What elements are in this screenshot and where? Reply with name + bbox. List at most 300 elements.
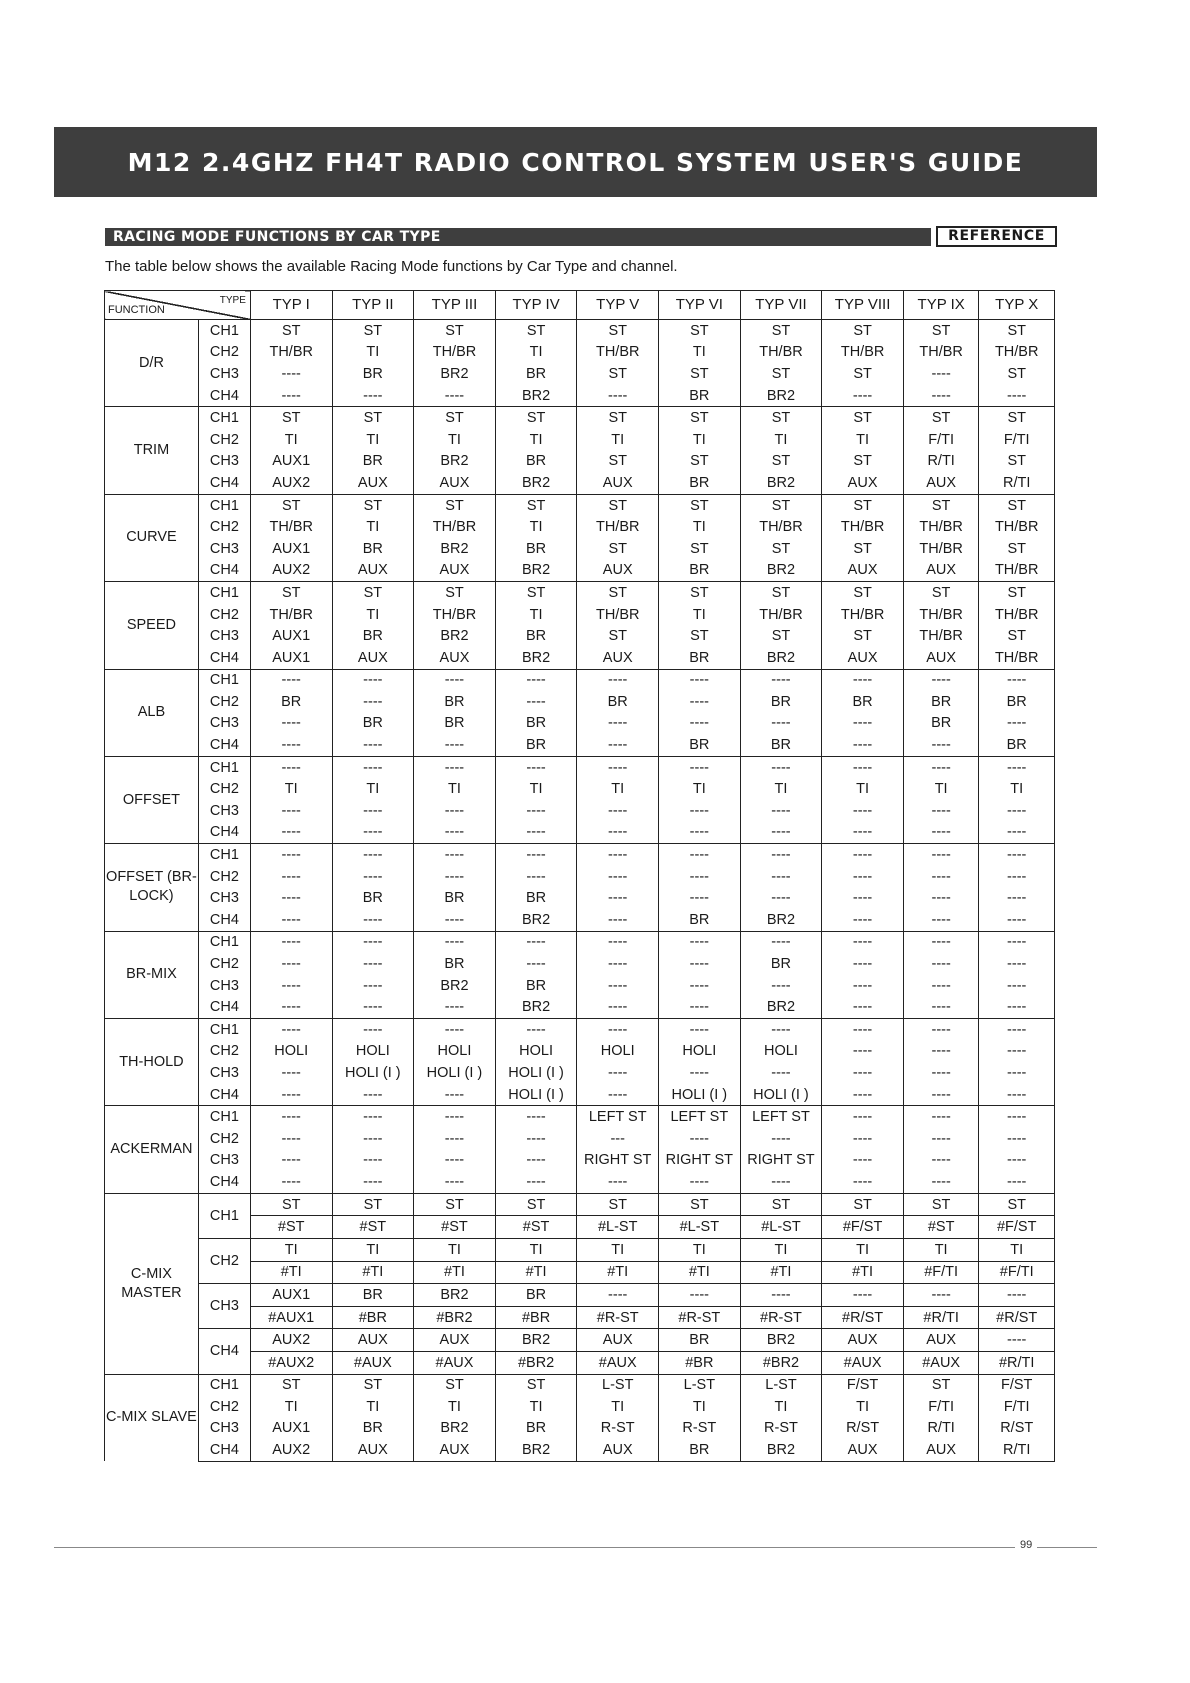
table-cell: #R-ST bbox=[659, 1306, 741, 1329]
table-cell: ST bbox=[332, 407, 414, 429]
function-label: SPEED bbox=[105, 582, 199, 669]
table-cell: ---- bbox=[577, 800, 659, 822]
intro-text: The table below shows the available Racing Mode functions by Car Type and channel. bbox=[105, 258, 678, 275]
function-label: TH-HOLD bbox=[105, 1019, 199, 1106]
table-cell: BR bbox=[495, 1284, 577, 1307]
table-cell: BR bbox=[659, 734, 741, 756]
table-cell: ---- bbox=[822, 822, 904, 844]
table-cell: ---- bbox=[332, 909, 414, 931]
table-cell: ST bbox=[250, 1374, 332, 1396]
table-cell: HOLI bbox=[332, 1041, 414, 1063]
table-cell: ST bbox=[659, 494, 741, 516]
table-cell: BR bbox=[332, 1418, 414, 1440]
table-cell: #BR bbox=[332, 1306, 414, 1329]
table-cell: ---- bbox=[250, 931, 332, 953]
table-row bbox=[105, 887, 1055, 909]
table-cell: ST bbox=[250, 1193, 332, 1216]
table-cell: ---- bbox=[577, 822, 659, 844]
table-cell: BR bbox=[659, 1439, 741, 1461]
table-cell: ST bbox=[979, 451, 1055, 473]
table-cell: TI bbox=[495, 778, 577, 800]
table-cell: R/TI bbox=[979, 1439, 1055, 1461]
section-title-bar bbox=[105, 228, 931, 246]
table-cell: ST bbox=[659, 320, 741, 342]
table-cell: AUX1 bbox=[250, 1284, 332, 1307]
table-cell: ST bbox=[822, 1193, 904, 1216]
table-row bbox=[105, 1084, 1055, 1106]
table-cell: #L-ST bbox=[577, 1216, 659, 1239]
table-cell: TI bbox=[822, 778, 904, 800]
table-cell: ---- bbox=[495, 1106, 577, 1128]
table-cell: ---- bbox=[659, 844, 741, 866]
table-cell: ST bbox=[495, 494, 577, 516]
table-cell: ST bbox=[822, 320, 904, 342]
table-cell: ---- bbox=[250, 756, 332, 778]
table-cell: AUX bbox=[332, 1439, 414, 1461]
table-cell: LEFT ST bbox=[659, 1106, 741, 1128]
table-cell: ---- bbox=[903, 669, 979, 691]
channel-label: CH3 bbox=[198, 1418, 250, 1440]
corner-type-label: TYPE bbox=[219, 295, 246, 306]
column-header: TYP I bbox=[250, 291, 332, 320]
channel-label: CH3 bbox=[198, 800, 250, 822]
table-cell: ---- bbox=[979, 1284, 1055, 1307]
table-cell: ST bbox=[414, 1193, 496, 1216]
table-cell: AUX2 bbox=[250, 560, 332, 582]
table-cell: #F/ST bbox=[979, 1216, 1055, 1239]
table-cell: AUX bbox=[822, 1329, 904, 1352]
table-cell: ---- bbox=[903, 1041, 979, 1063]
table-cell: #TI bbox=[659, 1261, 741, 1284]
table-cell: BR2 bbox=[740, 647, 822, 669]
table-cell: ---- bbox=[332, 866, 414, 888]
table-cell: ST bbox=[495, 320, 577, 342]
table-row bbox=[105, 407, 1055, 429]
table-cell: TI bbox=[659, 604, 741, 626]
table-cell: TI bbox=[740, 778, 822, 800]
table-cell: BR bbox=[740, 953, 822, 975]
channel-label: CH4 bbox=[198, 1084, 250, 1106]
table-cell: AUX bbox=[577, 1439, 659, 1461]
table-cell: ---- bbox=[903, 1106, 979, 1128]
table-cell: ---- bbox=[822, 909, 904, 931]
column-header: TYP V bbox=[577, 291, 659, 320]
table-row bbox=[105, 866, 1055, 888]
table-cell: ---- bbox=[979, 669, 1055, 691]
table-cell: ---- bbox=[250, 669, 332, 691]
table-cell: ---- bbox=[332, 931, 414, 953]
table-cell: TI bbox=[822, 1396, 904, 1418]
table-cell: HOLI bbox=[659, 1041, 741, 1063]
table-cell: ---- bbox=[577, 931, 659, 953]
table-cell: TI bbox=[979, 778, 1055, 800]
table-cell: ---- bbox=[659, 953, 741, 975]
table-cell: BR bbox=[332, 363, 414, 385]
table-cell: BR bbox=[979, 734, 1055, 756]
table-cell: ---- bbox=[495, 669, 577, 691]
table-cell: ---- bbox=[332, 734, 414, 756]
table-cell: ---- bbox=[332, 756, 414, 778]
table-cell: ---- bbox=[577, 996, 659, 1018]
table-cell: TI bbox=[740, 1396, 822, 1418]
table-cell: ---- bbox=[903, 385, 979, 407]
table-row bbox=[105, 1041, 1055, 1063]
channel-label: CH2 bbox=[198, 604, 250, 626]
function-label: OFFSET (BR-LOCK) bbox=[105, 844, 199, 931]
table-cell: ---- bbox=[332, 953, 414, 975]
table-cell: #R-ST bbox=[740, 1306, 822, 1329]
table-cell: #TI bbox=[740, 1261, 822, 1284]
table-cell: TI bbox=[903, 1238, 979, 1261]
table-row bbox=[105, 560, 1055, 582]
function-label: C-MIX MASTER bbox=[105, 1193, 199, 1374]
table-cell: ---- bbox=[822, 887, 904, 909]
table-cell: BR bbox=[659, 647, 741, 669]
table-row bbox=[105, 1106, 1055, 1128]
table-cell: BR2 bbox=[740, 1329, 822, 1352]
channel-label: CH4 bbox=[198, 385, 250, 407]
table-cell: BR bbox=[822, 691, 904, 713]
table-cell: ST bbox=[979, 1193, 1055, 1216]
function-label: BR-MIX bbox=[105, 931, 199, 1018]
table-cell: ---- bbox=[903, 734, 979, 756]
table-cell: TH/BR bbox=[414, 342, 496, 364]
channel-label: CH1 bbox=[198, 844, 250, 866]
table-cell: #ST bbox=[332, 1216, 414, 1239]
table-cell: ---- bbox=[822, 1128, 904, 1150]
table-cell: ---- bbox=[822, 996, 904, 1018]
table-cell: BR bbox=[659, 909, 741, 931]
table-cell: ---- bbox=[659, 931, 741, 953]
table-cell: ---- bbox=[659, 1062, 741, 1084]
table-cell: ---- bbox=[495, 822, 577, 844]
channel-label: CH1 bbox=[198, 1106, 250, 1128]
table-cell: #F/TI bbox=[979, 1261, 1055, 1284]
table-cell: #R/TI bbox=[979, 1351, 1055, 1374]
table-cell: --- bbox=[577, 1128, 659, 1150]
table-row bbox=[105, 1128, 1055, 1150]
page-number: 99 bbox=[1015, 1539, 1037, 1551]
table-cell: ---- bbox=[659, 1171, 741, 1193]
table-cell: ST bbox=[979, 582, 1055, 604]
table-cell: R-ST bbox=[659, 1418, 741, 1440]
table-cell: TI bbox=[332, 429, 414, 451]
table-cell: TH/BR bbox=[250, 342, 332, 364]
table-cell: ---- bbox=[979, 866, 1055, 888]
table-cell: #L-ST bbox=[659, 1216, 741, 1239]
table-cell: ---- bbox=[414, 822, 496, 844]
table-cell: ST bbox=[903, 494, 979, 516]
table-cell: ---- bbox=[577, 669, 659, 691]
table-row bbox=[105, 1329, 1055, 1352]
table-cell: ---- bbox=[250, 713, 332, 735]
table-row bbox=[105, 1418, 1055, 1440]
table-cell: LEFT ST bbox=[577, 1106, 659, 1128]
table-cell: ---- bbox=[979, 953, 1055, 975]
table-cell: ST bbox=[332, 1374, 414, 1396]
table-cell: ---- bbox=[414, 996, 496, 1018]
table-cell: HOLI bbox=[495, 1041, 577, 1063]
table-cell: ---- bbox=[903, 822, 979, 844]
channel-label: CH1 bbox=[198, 669, 250, 691]
table-cell: ---- bbox=[250, 363, 332, 385]
table-cell: ST bbox=[414, 407, 496, 429]
table-cell: ST bbox=[495, 1193, 577, 1216]
table-cell: ---- bbox=[979, 1128, 1055, 1150]
table-cell: TH/BR bbox=[979, 647, 1055, 669]
table-row bbox=[105, 691, 1055, 713]
table-row bbox=[105, 625, 1055, 647]
table-cell: ---- bbox=[979, 1171, 1055, 1193]
table-cell: #ST bbox=[903, 1216, 979, 1239]
table-cell: ---- bbox=[250, 1150, 332, 1172]
table-cell: TI bbox=[979, 1238, 1055, 1261]
table-cell: TI bbox=[822, 429, 904, 451]
table-cell: ST bbox=[740, 451, 822, 473]
table-cell: AUX1 bbox=[250, 451, 332, 473]
table-cell: TI bbox=[659, 1238, 741, 1261]
channel-label: CH1 bbox=[198, 582, 250, 604]
table-cell: #TI bbox=[822, 1261, 904, 1284]
table-cell: #TI bbox=[414, 1261, 496, 1284]
column-header: TYP IV bbox=[495, 291, 577, 320]
table-row bbox=[105, 1374, 1055, 1396]
table-cell: ST bbox=[577, 538, 659, 560]
channel-label: CH3 bbox=[198, 625, 250, 647]
function-label: ALB bbox=[105, 669, 199, 756]
table-cell: ---- bbox=[740, 844, 822, 866]
table-row bbox=[105, 604, 1055, 626]
table-cell: ---- bbox=[495, 844, 577, 866]
channel-label: CH1 bbox=[198, 756, 250, 778]
table-cell: ST bbox=[979, 494, 1055, 516]
table-cell: #BR bbox=[495, 1306, 577, 1329]
table-cell: AUX bbox=[577, 472, 659, 494]
table-cell: TI bbox=[903, 778, 979, 800]
table-cell: ---- bbox=[250, 996, 332, 1018]
function-label: C-MIX SLAVE bbox=[105, 1374, 199, 1461]
table-cell: RIGHT ST bbox=[740, 1150, 822, 1172]
channel-label: CH2 bbox=[198, 866, 250, 888]
table-cell: R-ST bbox=[577, 1418, 659, 1440]
table-cell: BR bbox=[740, 691, 822, 713]
table-cell: ---- bbox=[903, 975, 979, 997]
table-row bbox=[105, 669, 1055, 691]
table-cell: AUX bbox=[577, 1329, 659, 1352]
table-cell: ---- bbox=[979, 887, 1055, 909]
table-cell: ST bbox=[577, 625, 659, 647]
table-cell: BR bbox=[495, 1418, 577, 1440]
table-cell: #TI bbox=[250, 1261, 332, 1284]
channel-label: CH4 bbox=[198, 909, 250, 931]
table-cell: ---- bbox=[250, 1106, 332, 1128]
table-cell: ST bbox=[903, 1193, 979, 1216]
table-cell: ---- bbox=[250, 800, 332, 822]
table-cell: ---- bbox=[495, 866, 577, 888]
table-cell: TI bbox=[495, 1396, 577, 1418]
table-cell: ST bbox=[577, 451, 659, 473]
channel-label: CH4 bbox=[198, 1171, 250, 1193]
table-cell: BR bbox=[495, 734, 577, 756]
table-cell: #R/ST bbox=[822, 1306, 904, 1329]
function-label: ACKERMAN bbox=[105, 1106, 199, 1193]
racing-mode-table bbox=[104, 290, 1055, 1462]
table-cell: BR bbox=[659, 472, 741, 494]
table-cell: TI bbox=[740, 429, 822, 451]
table-cell: ---- bbox=[979, 975, 1055, 997]
channel-label: CH1 bbox=[198, 407, 250, 429]
table-row bbox=[105, 342, 1055, 364]
table-cell: #L-ST bbox=[740, 1216, 822, 1239]
table-cell: AUX bbox=[903, 560, 979, 582]
table-cell: F/ST bbox=[822, 1374, 904, 1396]
function-label: D/R bbox=[105, 320, 199, 407]
table-cell: ---- bbox=[903, 1062, 979, 1084]
table-cell: BR bbox=[903, 713, 979, 735]
table-cell: ---- bbox=[659, 1128, 741, 1150]
table-cell: ---- bbox=[979, 1329, 1055, 1352]
table-cell: ST bbox=[250, 407, 332, 429]
table-cell: ---- bbox=[577, 1062, 659, 1084]
table-cell: ---- bbox=[822, 1171, 904, 1193]
table-cell: ST bbox=[577, 582, 659, 604]
table-cell: ---- bbox=[740, 866, 822, 888]
table-cell: ---- bbox=[740, 669, 822, 691]
table-cell: TI bbox=[414, 429, 496, 451]
table-cell: BR2 bbox=[740, 996, 822, 1018]
table-cell: ---- bbox=[577, 953, 659, 975]
column-header: TYP VIII bbox=[822, 291, 904, 320]
table-cell: BR bbox=[495, 451, 577, 473]
table-cell: TH/BR bbox=[740, 516, 822, 538]
table-cell: ---- bbox=[979, 844, 1055, 866]
table-cell: ST bbox=[740, 363, 822, 385]
table-cell: AUX bbox=[577, 647, 659, 669]
table-cell: ---- bbox=[740, 822, 822, 844]
table-cell: ---- bbox=[979, 756, 1055, 778]
table-cell: ---- bbox=[495, 1150, 577, 1172]
table-cell: BR bbox=[332, 625, 414, 647]
table-cell: ST bbox=[332, 320, 414, 342]
table-cell: ---- bbox=[659, 800, 741, 822]
table-cell: ---- bbox=[659, 1019, 741, 1041]
table-cell: ST bbox=[740, 494, 822, 516]
table-cell: ---- bbox=[822, 1284, 904, 1307]
table-cell: F/TI bbox=[979, 429, 1055, 451]
table-cell: ST bbox=[659, 407, 741, 429]
table-cell: HOLI (I ) bbox=[740, 1084, 822, 1106]
table-cell: ST bbox=[659, 363, 741, 385]
table-cell: ---- bbox=[979, 909, 1055, 931]
table-cell: ---- bbox=[250, 953, 332, 975]
table-cell: ---- bbox=[577, 887, 659, 909]
table-row bbox=[105, 734, 1055, 756]
table-row bbox=[105, 1171, 1055, 1193]
table-cell: BR2 bbox=[495, 909, 577, 931]
table-cell: ---- bbox=[903, 931, 979, 953]
table-cell: HOLI (I ) bbox=[414, 1062, 496, 1084]
table-cell: ST bbox=[822, 582, 904, 604]
table-cell: ---- bbox=[577, 1019, 659, 1041]
table-cell: BR2 bbox=[414, 975, 496, 997]
table-cell: ST bbox=[822, 407, 904, 429]
table-cell: BR2 bbox=[495, 385, 577, 407]
column-header: TYP VI bbox=[659, 291, 741, 320]
table-cell: AUX1 bbox=[250, 1418, 332, 1440]
table-cell: ---- bbox=[822, 1150, 904, 1172]
table-cell: BR bbox=[332, 451, 414, 473]
table-corner-cell bbox=[105, 291, 251, 320]
table-cell: ---- bbox=[659, 713, 741, 735]
table-cell: AUX bbox=[332, 560, 414, 582]
table-cell: ---- bbox=[740, 931, 822, 953]
table-cell: TI bbox=[495, 604, 577, 626]
table-cell: ---- bbox=[495, 691, 577, 713]
channel-label: CH3 bbox=[198, 363, 250, 385]
table-cell: ST bbox=[577, 320, 659, 342]
table-row bbox=[105, 778, 1055, 800]
table-cell: HOLI bbox=[577, 1041, 659, 1063]
table-cell: ---- bbox=[414, 931, 496, 953]
table-cell: BR bbox=[495, 713, 577, 735]
channel-label: CH4 bbox=[198, 560, 250, 582]
table-cell: ---- bbox=[250, 822, 332, 844]
channel-label: CH4 bbox=[198, 734, 250, 756]
table-cell: ---- bbox=[332, 1019, 414, 1041]
table-cell: TI bbox=[495, 516, 577, 538]
table-cell: TH/BR bbox=[903, 625, 979, 647]
table-cell: TI bbox=[332, 604, 414, 626]
table-cell: ---- bbox=[979, 1041, 1055, 1063]
table-cell: ST bbox=[659, 1193, 741, 1216]
table-cell: F/TI bbox=[903, 1396, 979, 1418]
table-cell: ST bbox=[414, 582, 496, 604]
channel-label: CH4 bbox=[198, 822, 250, 844]
table-cell: ST bbox=[740, 625, 822, 647]
table-cell: AUX bbox=[822, 1439, 904, 1461]
table-cell: ---- bbox=[332, 385, 414, 407]
table-cell: #ST bbox=[414, 1216, 496, 1239]
table-cell: ---- bbox=[822, 385, 904, 407]
table-cell: ---- bbox=[740, 756, 822, 778]
table-cell: ST bbox=[577, 1193, 659, 1216]
table-cell: BR bbox=[332, 887, 414, 909]
table-cell: ST bbox=[903, 320, 979, 342]
table-cell: ST bbox=[250, 320, 332, 342]
table-cell: #AUX bbox=[332, 1351, 414, 1374]
table-cell: TI bbox=[577, 1238, 659, 1261]
table-cell: ---- bbox=[822, 669, 904, 691]
table-cell: ---- bbox=[332, 975, 414, 997]
table-cell: ST bbox=[495, 582, 577, 604]
table-row bbox=[105, 931, 1055, 953]
channel-label: CH2 bbox=[198, 429, 250, 451]
table-cell: BR bbox=[495, 363, 577, 385]
table-cell: ---- bbox=[659, 975, 741, 997]
table-cell: BR bbox=[495, 625, 577, 647]
table-cell: ---- bbox=[740, 1284, 822, 1307]
table-cell: ---- bbox=[822, 866, 904, 888]
function-label: OFFSET bbox=[105, 756, 199, 843]
table-cell: ---- bbox=[495, 800, 577, 822]
table-body bbox=[105, 320, 1055, 1462]
table-cell: ST bbox=[659, 451, 741, 473]
table-cell: #BR2 bbox=[495, 1351, 577, 1374]
channel-label: CH4 bbox=[198, 472, 250, 494]
table-cell: ---- bbox=[740, 1171, 822, 1193]
table-cell: R/ST bbox=[822, 1418, 904, 1440]
table-cell: ---- bbox=[822, 1019, 904, 1041]
